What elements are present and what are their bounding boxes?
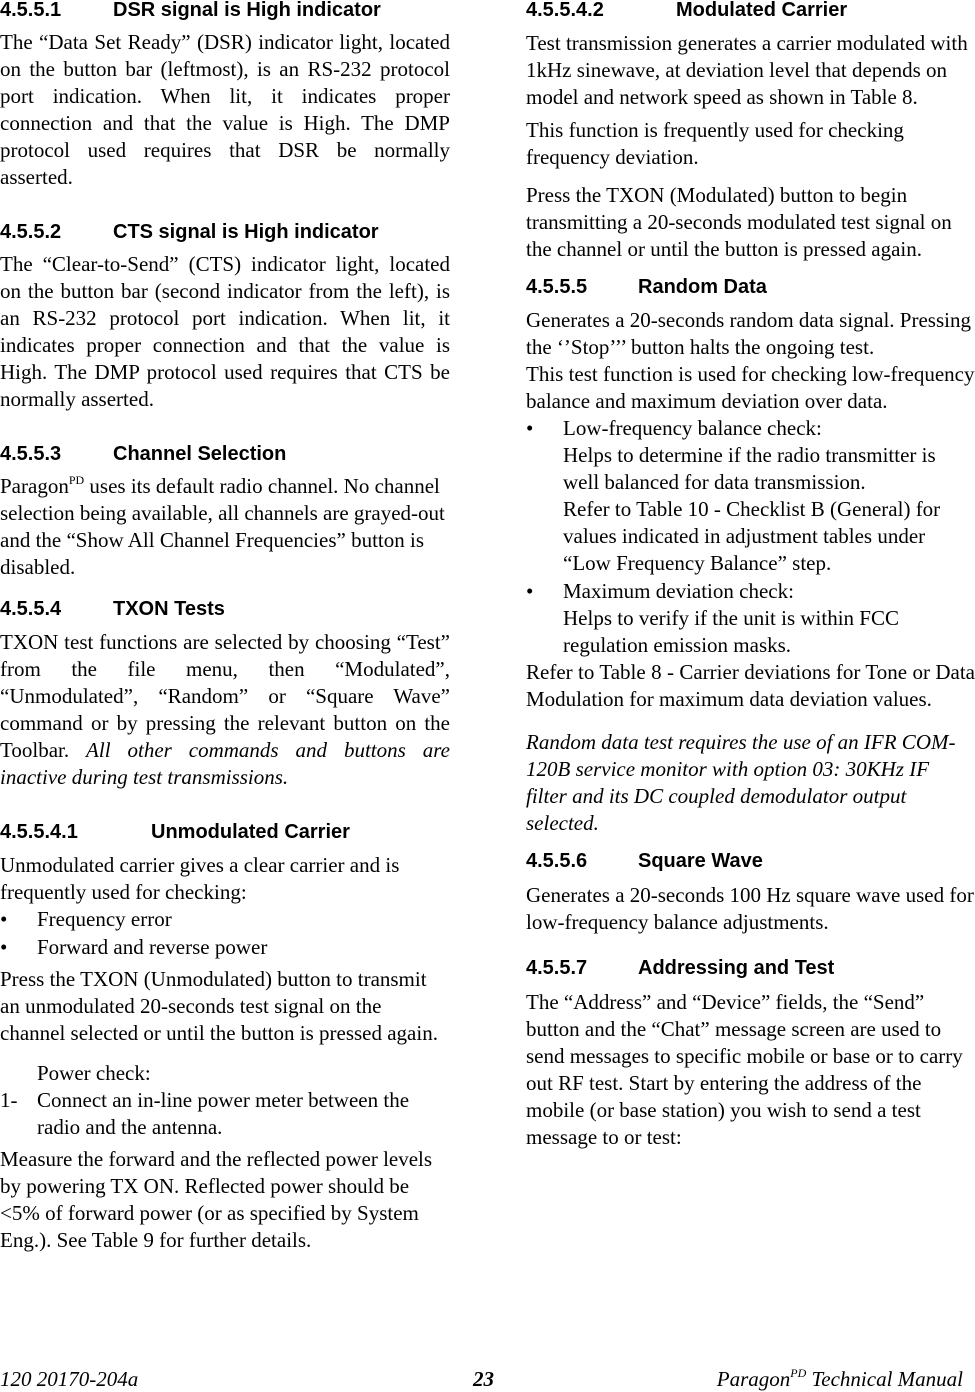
- heading-title: Unmodulated Carrier: [151, 821, 350, 843]
- bullet-icon: •: [0, 935, 8, 959]
- heading-number: 4.5.5.4.2: [526, 0, 604, 21]
- italic-note: Random data test requires the use of an IFR COM-120B service monitor with option 03: 30KHz IF filter and its DC coupled demodulator output selected.: [526, 730, 956, 835]
- page-number: 23: [473, 1367, 494, 1391]
- bullet-text: Forward and reverse power: [37, 935, 268, 959]
- paragraph-measure: Measure the forward and the reflected power levels by powering TX ON. Reflected power should be <5% of forward power (or as specified by System Eng.). See Table 9 for further details.: [0, 1147, 433, 1252]
- heading-modulated-carrier: [526, 0, 975, 22]
- brand-superscript: PD: [790, 1366, 807, 1380]
- right-column: [526, 0, 975, 1151]
- heading-number: 4.5.5.1: [0, 0, 62, 21]
- left-column: [0, 0, 450, 1254]
- list-item: [526, 578, 975, 659]
- heading-title: Random Data: [638, 276, 767, 298]
- italic-note: All other commands and buttons are inactive during test transmissions.: [0, 738, 450, 789]
- paragraph-unmodulated-intro: Unmodulated carrier gives a clear carrier and is frequently used for checking:: [0, 853, 400, 904]
- heading-title: TXON Tests: [113, 598, 225, 620]
- heading-txon-tests: [0, 597, 450, 621]
- heading-title: Square Wave: [638, 850, 763, 872]
- bullet-icon: •: [0, 907, 8, 931]
- heading-addressing-and-test: [526, 956, 975, 980]
- heading-number: 4.5.5.4: [0, 598, 62, 620]
- list-item: [0, 934, 450, 961]
- paragraph-addressing: The “Address” and “Device” fields, the “Send” button and the “Chat” message screen are used to send messages to specific mobile or base or to carry out RF test. Start by entering the address of the mobile (or base station) you wish to send a test message to or test:: [526, 990, 963, 1149]
- paragraph-modulated-1: Test transmission generates a carrier modulated with 1kHz sinewave, at deviation level that depends on model and network speed as shown in Table 8.: [526, 31, 968, 109]
- bullet-line: Helps to determine if the radio transmitter is well balanced for data transmission.: [563, 443, 936, 494]
- manual-name: Technical Manual: [806, 1367, 963, 1391]
- brand-superscript: PD: [68, 473, 85, 487]
- paragraph-random-3: Refer to Table 8 - Carrier deviations for Tone or Data Modulation for maximum data deviation values.: [526, 660, 975, 711]
- paragraph-channel-selection: [0, 473, 450, 581]
- heading-number: 4.5.5.6: [526, 850, 588, 872]
- bullet-icon: •: [526, 416, 534, 440]
- heading-number: 4.5.5.5: [526, 276, 588, 298]
- heading-title: Modulated Carrier: [676, 0, 848, 21]
- heading-number: 4.5.5.7: [526, 957, 588, 979]
- power-check-label: Power check:: [37, 1061, 151, 1085]
- heading-cts: [0, 220, 450, 244]
- heading-channel-selection: [0, 442, 450, 466]
- heading-number: 4.5.5.2: [0, 221, 62, 243]
- paragraph-square-wave: Generates a 20-seconds 100 Hz square wave used for low-frequency balance adjustments.: [526, 883, 974, 934]
- bullet-title: Maximum deviation check:: [563, 579, 794, 603]
- brand-name: Paragon: [0, 474, 69, 498]
- list-item: [526, 415, 975, 577]
- numbered-step: [0, 1087, 450, 1141]
- heading-title: CTS signal is High indicator: [113, 221, 379, 243]
- list-item: [0, 906, 450, 933]
- heading-title: Channel Selection: [113, 443, 287, 465]
- paragraph-random-2: This test function is used for checking low-frequency balance and maximum deviation over data.: [526, 362, 975, 413]
- bullet-title: Low-frequency balance check:: [563, 416, 822, 440]
- paragraph-cts: The “Clear-to-Send” (CTS) indicator light, located on the button bar (second indicator from the left), is an RS-232 protocol port indication. When lit, it indicates proper connection and that the value is High. The DMP protocol used requires that CTS be normally asserted.: [0, 252, 450, 411]
- heading-dsr: [0, 0, 450, 22]
- document-number: 120 20170-204a: [0, 1367, 139, 1391]
- step-text: Connect an in-line power meter between the radio and the antenna.: [37, 1088, 410, 1139]
- bullet-line: Helps to verify if the unit is within FCC regulation emission masks.: [563, 606, 899, 657]
- bullet-icon: •: [526, 579, 534, 603]
- paragraph-text: TXON test functions are selected by choosing “Test” from the file menu, then “Modulated”, “Unmodulated”, “Random” or “Square Wave” command or by pressing the relevant button on the Toolbar.: [0, 630, 450, 762]
- heading-random-data: [526, 275, 975, 299]
- heading-square-wave: [526, 849, 975, 873]
- heading-number: 4.5.5.4.1: [0, 821, 78, 843]
- paragraph-modulated-3: Press the TXON (Modulated) button to begin transmitting a 20-seconds modulated test signal on the channel or until the button is pressed again.: [526, 183, 952, 261]
- page-footer: [0, 1366, 975, 1392]
- heading-title: Addressing and Test: [638, 957, 835, 979]
- paragraph-modulated-2: This function is frequently used for checking frequency deviation.: [526, 118, 904, 169]
- manual-title: [717, 1366, 963, 1392]
- step-number: 1-: [0, 1088, 18, 1112]
- brand-name: Paragon: [716, 1367, 791, 1391]
- paragraph-dsr: The “Data Set Ready” (DSR) indicator light, located on the button bar (leftmost), is an RS-232 protocol port indication. When lit, it indicates proper connection and that the value is High. The DMP protocol used requires that DSR be normally asserted.: [0, 30, 450, 189]
- bullet-text: Frequency error: [37, 907, 172, 931]
- heading-title: DSR signal is High indicator: [113, 0, 381, 21]
- bullet-line: Refer to Table 10 - Checklist B (General) for values indicated in adjustment tables under “Low Frequency Balance” step.: [563, 497, 941, 575]
- heading-unmodulated-carrier: [0, 820, 450, 844]
- paragraph-random-1: Generates a 20-seconds random data signal. Pressing the ‘’Stop’’’ button halts the ongoing test.: [526, 308, 971, 359]
- paragraph-txon-tests: [0, 629, 450, 791]
- heading-number: 4.5.5.3: [0, 443, 62, 465]
- paragraph-unmodulated-press: Press the TXON (Unmodulated) button to transmit an unmodulated 20-seconds test signal on the channel selected or until the button is pressed again.: [0, 967, 438, 1045]
- paragraph-text: uses its default radio channel. No channel selection being available, all channels are grayed-out and the “Show All Channel Frequencies” button is disabled.: [0, 474, 445, 579]
